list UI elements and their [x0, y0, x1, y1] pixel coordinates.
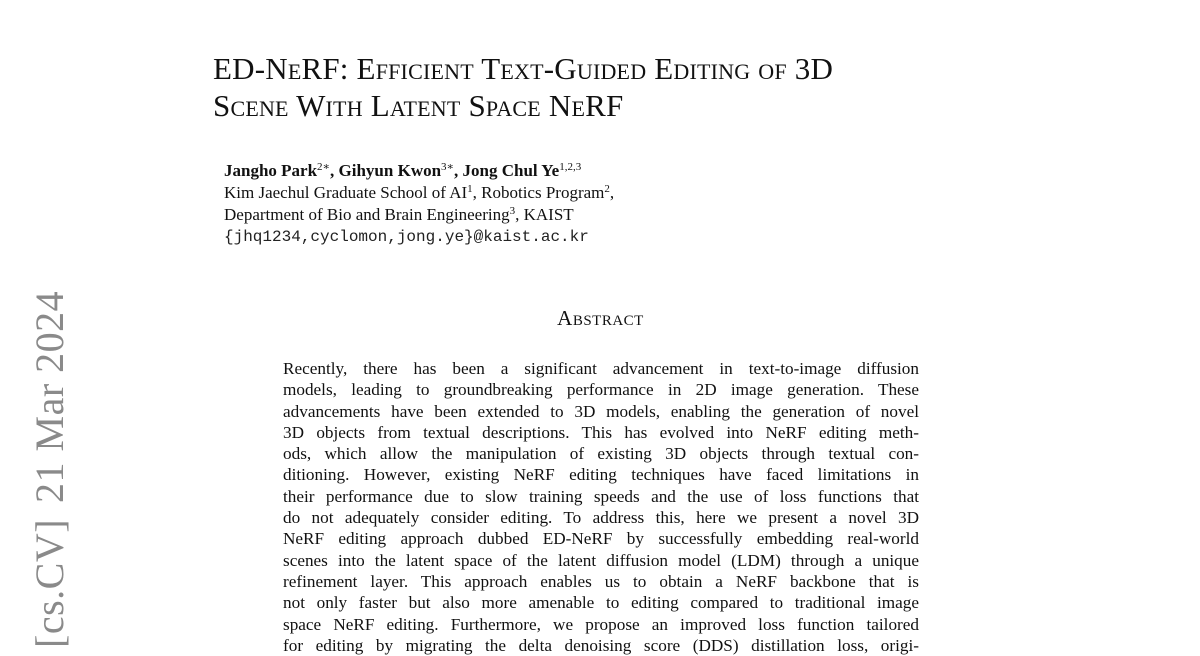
author-1-affil: 2∗	[317, 161, 331, 173]
author-3-affil: 1,2,3	[559, 161, 582, 173]
abstract-heading	[0, 306, 1200, 331]
author-separator: ,	[330, 161, 339, 180]
arxiv-category: [cs.CV]	[27, 518, 72, 648]
abstract-line: their performance due to slow training speeds and the use of loss functions that	[283, 486, 919, 506]
affiliation-bio-brain-mark: 3	[509, 205, 516, 217]
affiliation-ai-mark: 1	[467, 183, 473, 195]
affiliation-robotics-mark: 2	[604, 183, 610, 195]
abstract-line: Recently, there has been a significant advancement in text-to-image diffusion	[283, 359, 919, 378]
affiliation-ai: Kim Jaechul Graduate School of AI	[224, 183, 468, 202]
title-line-1: ED-NeRF: Efficient Text-Guided Editing of 3D	[213, 51, 834, 86]
affiliation-line-2	[224, 204, 614, 226]
abstract-line: not only faster but also more amenable to editing compared to traditional image	[283, 593, 919, 613]
title-line-2: Scene With Latent Space NeRF	[213, 88, 624, 123]
author-emails[interactable]: {jhq1234,cyclomon,jong.ye}@kaist.ac.kr	[224, 228, 589, 246]
affiliation-line-1	[224, 182, 614, 204]
abstract-line: ods, which allow the manipulation of existing 3D objects through textual con-	[283, 444, 919, 464]
abstract-line: for editing by migrating the delta denoising score (DDS) distillation loss, origi-	[283, 635, 919, 655]
abstract-line: ditioning. However, existing NeRF editing techniques have faced limitations in	[283, 465, 919, 485]
arxiv-side-stamp	[26, 291, 74, 648]
arxiv-date: 21 Mar 2024	[27, 290, 72, 503]
author-separator: ,	[454, 161, 463, 180]
abstract-heading-text: Abstract	[557, 306, 644, 330]
abstract-body	[283, 358, 919, 656]
author-3: Jong Chul Ye	[462, 161, 560, 180]
abstract-line: do not adequately consider editing. To address this, here we present a novel 3D	[283, 508, 919, 528]
abstract-line: models, leading to groundbreaking performance in 2D image generation. These	[283, 380, 919, 400]
abstract-line: 3D objects from textual descriptions. This has evolved into NeRF editing meth-	[283, 422, 919, 442]
abstract-line: NeRF editing approach dubbed ED-NeRF by successfully embedding real-world	[283, 529, 919, 549]
abstract-line: refinement layer. This approach enables us to obtain a NeRF backbone that is	[283, 571, 919, 591]
abstract-line: advancements have been extended to 3D models, enabling the generation of novel	[283, 401, 919, 421]
author-block	[224, 160, 614, 248]
affiliation-comma: ,	[609, 183, 615, 202]
affiliation-kaist: , KAIST	[515, 205, 574, 224]
author-2-affil: 3∗	[441, 161, 455, 173]
paper-title	[213, 50, 1033, 124]
affiliation-robotics: , Robotics Program	[472, 183, 605, 202]
author-names	[224, 160, 614, 182]
abstract-line: scenes into the latent space of the latent diffusion model (LDM) through a unique	[283, 550, 919, 570]
abstract-line: space NeRF editing. Furthermore, we propose an improved loss function tailored	[283, 614, 919, 634]
author-1: Jangho Park	[224, 161, 318, 180]
author-2: Gihyun Kwon	[338, 161, 442, 180]
affiliation-bio-brain: Department of Bio and Brain Engineering	[224, 205, 510, 224]
